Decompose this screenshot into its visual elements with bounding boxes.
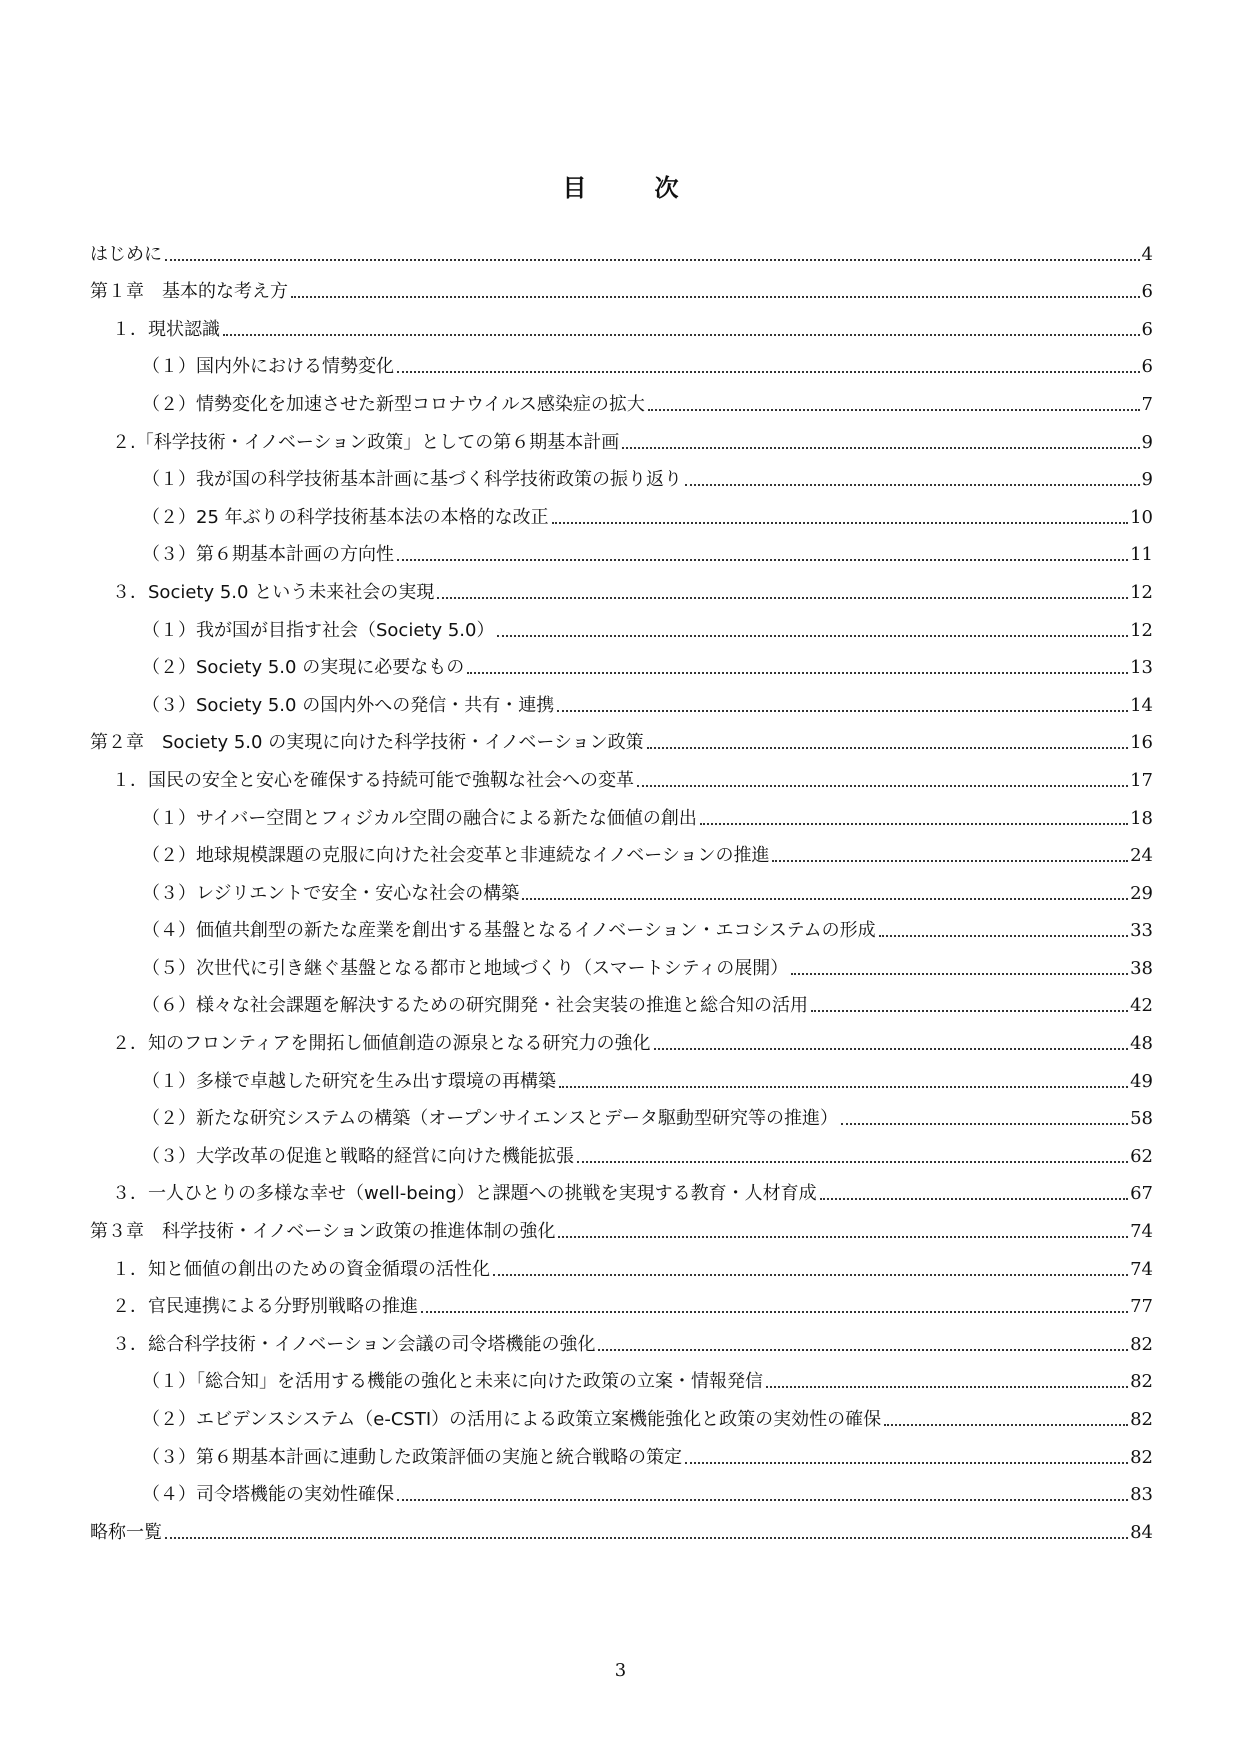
dot-leader xyxy=(811,1010,1128,1012)
toc-title: 目 次 xyxy=(562,174,701,202)
toc-entry[interactable] xyxy=(90,905,1153,943)
toc-entry-label: （６）様々な社会課題を解決するための研究開発・社会実装の推進と総合知の活用 xyxy=(142,995,808,1017)
toc-entry[interactable] xyxy=(90,454,1153,492)
dot-leader xyxy=(879,935,1128,937)
dot-leader xyxy=(557,710,1128,712)
dot-leader xyxy=(165,1537,1128,1539)
dot-leader xyxy=(397,1499,1128,1501)
toc-entry[interactable] xyxy=(90,378,1153,416)
dot-leader xyxy=(467,672,1128,674)
toc-entry-page: 38 xyxy=(1130,957,1153,979)
dot-leader xyxy=(165,259,1140,261)
toc-entry-page: 9 xyxy=(1141,431,1153,453)
toc-entry[interactable] xyxy=(90,679,1153,717)
toc-entry-label: １．国民の安全と安心を確保する持続可能で強靱な社会への変革 xyxy=(112,769,634,791)
toc-entry-label: 第２章 Society 5.0 の実現に向けた科学技術・イノベーション政策 xyxy=(90,732,644,754)
page-number: 3 xyxy=(614,1660,627,1681)
toc-entry-label: ２．知のフロンティアを開拓し価値創造の源泉となる研究力の強化 xyxy=(112,1033,651,1055)
toc-entry-label: （４）司令塔機能の実効性確保 xyxy=(142,1484,394,1506)
toc-entry-page: 83 xyxy=(1130,1484,1153,1506)
dot-leader xyxy=(558,1236,1128,1238)
dot-leader xyxy=(622,447,1139,449)
toc-entry[interactable] xyxy=(90,1130,1153,1168)
toc-entry-label: （５）次世代に引き継ぐ基盤となる都市と地域づくり（スマートシティの展開） xyxy=(142,957,789,979)
toc-entry-page: 6 xyxy=(1141,356,1153,378)
toc-entry[interactable] xyxy=(90,1506,1153,1544)
toc-entry[interactable] xyxy=(90,1017,1153,1055)
toc-entry[interactable] xyxy=(90,1168,1153,1206)
dot-leader xyxy=(700,823,1128,825)
toc-entry[interactable] xyxy=(90,1393,1153,1431)
toc-entry-page: 9 xyxy=(1141,469,1153,491)
toc-entry-page: 12 xyxy=(1130,619,1153,641)
toc-entry-label: （３）大学改革の促進と戦略的経営に向けた機能拡張 xyxy=(142,1145,574,1167)
dot-leader xyxy=(654,1048,1129,1050)
toc-entry-page: 74 xyxy=(1130,1221,1153,1243)
toc-entry[interactable] xyxy=(90,529,1153,567)
toc-entry-label: （２）エビデンスシステム（e-CSTI）の活用による政策立案機能強化と政策の実効性の確保 xyxy=(142,1409,882,1430)
dot-leader xyxy=(820,1198,1128,1200)
toc-entry[interactable] xyxy=(90,341,1153,379)
toc-entry-label: （１）我が国が目指す社会（Society 5.0） xyxy=(142,619,495,641)
toc-entry-label: （１）多様で卓越した研究を生み出す環境の再構築 xyxy=(142,1070,556,1092)
toc-entry[interactable] xyxy=(90,1243,1153,1281)
toc-entry[interactable] xyxy=(90,1093,1153,1131)
toc-entry-label: （１）我が国の科学技術基本計画に基づく科学技術政策の振り返り xyxy=(142,469,682,491)
toc-entry[interactable] xyxy=(90,830,1153,868)
toc-entry-label: （３）第６期基本計画の方向性 xyxy=(142,544,394,566)
toc-entry[interactable] xyxy=(90,228,1153,266)
toc-entry[interactable] xyxy=(90,416,1153,454)
toc-entry[interactable] xyxy=(90,642,1153,680)
toc-entry-label: （２）新たな研究システムの構築（オープンサイエンスとデータ駆動型研究等の推進） xyxy=(142,1108,839,1130)
dot-leader xyxy=(559,1086,1128,1088)
toc-entry-label: １．知と価値の創出のための資金循環の活性化 xyxy=(112,1258,490,1280)
toc-entry-label: ２.「科学技術・イノベーション政策」としての第６期基本計画 xyxy=(112,431,620,453)
toc-entry-label: 略称一覧 xyxy=(90,1521,162,1543)
toc-entry[interactable] xyxy=(90,303,1153,341)
toc-entry-label: １．現状認識 xyxy=(112,318,220,340)
dot-leader xyxy=(685,1462,1128,1464)
toc-entry-page: 84 xyxy=(1130,1521,1153,1543)
dot-leader xyxy=(772,860,1128,862)
toc-entry-label: はじめに xyxy=(90,243,162,265)
toc-entry-page: 62 xyxy=(1130,1145,1153,1167)
toc-entry[interactable] xyxy=(90,566,1153,604)
toc-entry-page: 58 xyxy=(1130,1108,1153,1130)
toc-entry-label: （１）「総合知」を活用する機能の強化と未来に向けた政策の立案・情報発信 xyxy=(142,1371,763,1393)
dot-leader xyxy=(223,334,1140,336)
toc-entry-label: 第１章 基本的な考え方 xyxy=(90,281,288,303)
toc-entry[interactable] xyxy=(90,491,1153,529)
toc-entry-page: 42 xyxy=(1130,995,1153,1017)
dot-leader xyxy=(766,1386,1128,1388)
dot-leader xyxy=(577,1161,1128,1163)
toc-entry[interactable] xyxy=(90,792,1153,830)
dot-leader xyxy=(791,973,1128,975)
toc-entry[interactable] xyxy=(90,754,1153,792)
toc-entry[interactable] xyxy=(90,1318,1153,1356)
toc-entry-page: 11 xyxy=(1130,544,1153,566)
toc-entry-label: （３）第６期基本計画に連動した政策評価の実施と統合戦略の策定 xyxy=(142,1446,682,1468)
toc-entry-page: 6 xyxy=(1141,318,1153,340)
toc-entry-label: ３．一人ひとりの多様な幸せ（well-being）と課題への挑戦を実現する教育・人材育成 xyxy=(112,1183,817,1205)
table-of-contents xyxy=(90,228,1153,1544)
toc-entry-page: 12 xyxy=(1130,581,1153,603)
toc-entry[interactable] xyxy=(90,1356,1153,1394)
toc-entry-page: 7 xyxy=(1141,393,1153,415)
toc-entry-page: 29 xyxy=(1130,882,1153,904)
toc-entry-page: 74 xyxy=(1130,1258,1153,1280)
dot-leader xyxy=(552,522,1128,524)
dot-leader xyxy=(637,785,1128,787)
toc-entry[interactable] xyxy=(90,980,1153,1018)
dot-leader xyxy=(493,1274,1128,1276)
toc-entry[interactable] xyxy=(90,1205,1153,1243)
toc-entry[interactable] xyxy=(90,266,1153,304)
toc-entry-label: 第３章 科学技術・イノベーション政策の推進体制の強化 xyxy=(90,1221,556,1243)
toc-entry[interactable] xyxy=(90,1055,1153,1093)
toc-entry-page: 14 xyxy=(1130,694,1153,716)
toc-entry-page: 4 xyxy=(1141,243,1153,265)
dot-leader xyxy=(685,484,1140,486)
toc-entry-label: （２）Society 5.0 の実現に必要なもの xyxy=(142,657,465,679)
toc-entry[interactable] xyxy=(90,942,1153,980)
toc-entry-page: 82 xyxy=(1130,1446,1153,1468)
toc-entry-label: （２）情勢変化を加速させた新型コロナウイルス感染症の拡大 xyxy=(142,393,645,415)
toc-entry-label: （２）地球規模課題の克服に向けた社会変革と非連続なイノベーションの推進 xyxy=(142,845,770,867)
toc-entry[interactable] xyxy=(90,1431,1153,1469)
toc-entry-page: 48 xyxy=(1130,1033,1153,1055)
toc-entry[interactable] xyxy=(90,1469,1153,1507)
dot-leader xyxy=(291,296,1140,298)
toc-entry-page: 6 xyxy=(1141,281,1153,303)
toc-entry-page: 24 xyxy=(1130,845,1153,867)
dot-leader xyxy=(648,409,1140,411)
toc-entry-page: 82 xyxy=(1130,1371,1153,1393)
toc-entry[interactable] xyxy=(90,1281,1153,1319)
toc-entry-page: 18 xyxy=(1130,807,1153,829)
toc-entry-page: 17 xyxy=(1130,769,1153,791)
dot-leader xyxy=(497,635,1128,637)
toc-entry-label: （１）サイバー空間とフィジカル空間の融合による新たな価値の創出 xyxy=(142,807,697,829)
toc-entry-page: 77 xyxy=(1130,1296,1153,1318)
toc-entry[interactable] xyxy=(90,604,1153,642)
dot-leader xyxy=(522,898,1128,900)
toc-entry-label: （２）25 年ぶりの科学技術基本法の本格的な改正 xyxy=(142,506,549,528)
toc-entry-label: （３）レジリエントで安全・安心な社会の構築 xyxy=(142,882,520,904)
toc-entry-label: （３）Society 5.0 の国内外への発信・共有・連携 xyxy=(142,694,555,716)
dot-leader xyxy=(437,597,1128,599)
toc-entry-label: ３．総合科学技術・イノベーション会議の司令塔機能の強化 xyxy=(112,1333,596,1355)
dot-leader xyxy=(647,747,1128,749)
toc-entry[interactable] xyxy=(90,717,1153,755)
toc-entry-page: 82 xyxy=(1130,1409,1153,1430)
dot-leader xyxy=(884,1424,1128,1426)
toc-entry-page: 16 xyxy=(1130,732,1153,754)
toc-entry-label: （１）国内外における情勢変化 xyxy=(142,356,394,378)
dot-leader xyxy=(421,1311,1128,1313)
toc-entry-label: （４）価値共創型の新たな産業を創出する基盤となるイノベーション・エコシステムの形成 xyxy=(142,920,876,942)
dot-leader xyxy=(841,1123,1128,1125)
toc-entry-page: 49 xyxy=(1130,1070,1153,1092)
toc-entry-page: 67 xyxy=(1130,1183,1153,1205)
toc-entry-label: ２．官民連携による分野別戦略の推進 xyxy=(112,1296,418,1318)
toc-entry-page: 13 xyxy=(1130,657,1153,679)
toc-entry-page: 10 xyxy=(1130,506,1153,528)
dot-leader xyxy=(397,371,1140,373)
toc-entry-label: ３．Society 5.0 という未来社会の実現 xyxy=(112,581,435,603)
dot-leader xyxy=(397,559,1128,561)
toc-entry[interactable] xyxy=(90,867,1153,905)
toc-entry-page: 82 xyxy=(1130,1333,1153,1355)
dot-leader xyxy=(598,1349,1128,1351)
toc-entry-page: 33 xyxy=(1130,920,1153,942)
